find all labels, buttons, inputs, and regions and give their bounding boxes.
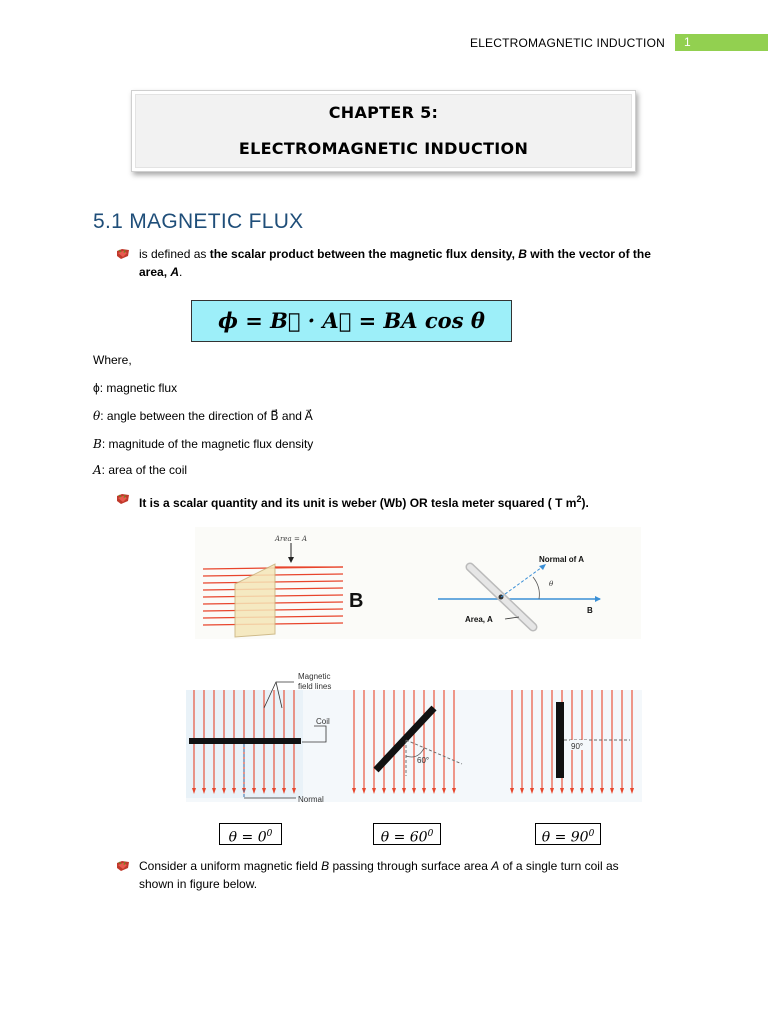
svg-text:Normal: Normal (298, 795, 324, 804)
theta-case-0: $\theta = 0^0$ (219, 823, 282, 845)
svg-text:θ: θ (549, 580, 554, 588)
theta-case-60: $\theta = 60^0$ (373, 823, 441, 845)
consider-paragraph: Consider a uniform magnetic field B passing through surface area A of a single turn coil as shown in figure below. (139, 859, 619, 891)
definition-angle: θ: angle between the direction of B⃗ and A⃗ (93, 409, 313, 423)
flux-equation: ϕ = B⃗ · A⃗ = BA cos θ (191, 300, 512, 342)
flux-through-area-figure (195, 527, 641, 639)
definition-flux-density: B: magnitude of the magnetic flux density (93, 437, 314, 451)
definition-paragraph: is defined as the scalar product between the magnetic flux density, B with the vector of the area, A. (139, 247, 651, 279)
section-title: 5.1 MAGNETIC FLUX (93, 210, 304, 233)
where-label: Where, (93, 353, 132, 367)
area-label: Area = A (275, 535, 308, 543)
svg-text:Magnetic: Magnetic (298, 672, 331, 681)
b-field-label: B (349, 590, 364, 612)
bullet-flower-icon (116, 860, 131, 872)
bullet-flower-icon (116, 248, 131, 260)
running-header-title: ELECTROMAGNETIC INDUCTION (469, 36, 665, 50)
svg-text:B: B (587, 606, 593, 615)
svg-text:Coil: Coil (316, 717, 330, 726)
chapter-number: CHAPTER 5: (328, 103, 439, 122)
coil-orientation-figure (186, 660, 642, 810)
svg-text:90°: 90° (571, 742, 584, 751)
svg-text:field lines: field lines (298, 682, 332, 691)
chapter-title: ELECTROMAGNETIC INDUCTION (238, 139, 529, 158)
definition-flux: ϕ: magnetic flux (93, 381, 178, 395)
page-number: 1 (675, 34, 768, 51)
chapter-title-box (131, 90, 636, 172)
scalar-quantity-note: It is a scalar quantity and its unit is weber (Wb) OR tesla meter squared ( T $m^2$). (139, 494, 589, 510)
svg-text:Area, A: Area, A (465, 615, 493, 624)
svg-text:Normal of A: Normal of A (539, 555, 585, 564)
svg-text:60°: 60° (417, 756, 430, 765)
definition-area: A: area of the coil (93, 463, 188, 477)
theta-case-90: $\theta = 90^0$ (535, 823, 601, 845)
bullet-flower-icon (116, 493, 131, 505)
